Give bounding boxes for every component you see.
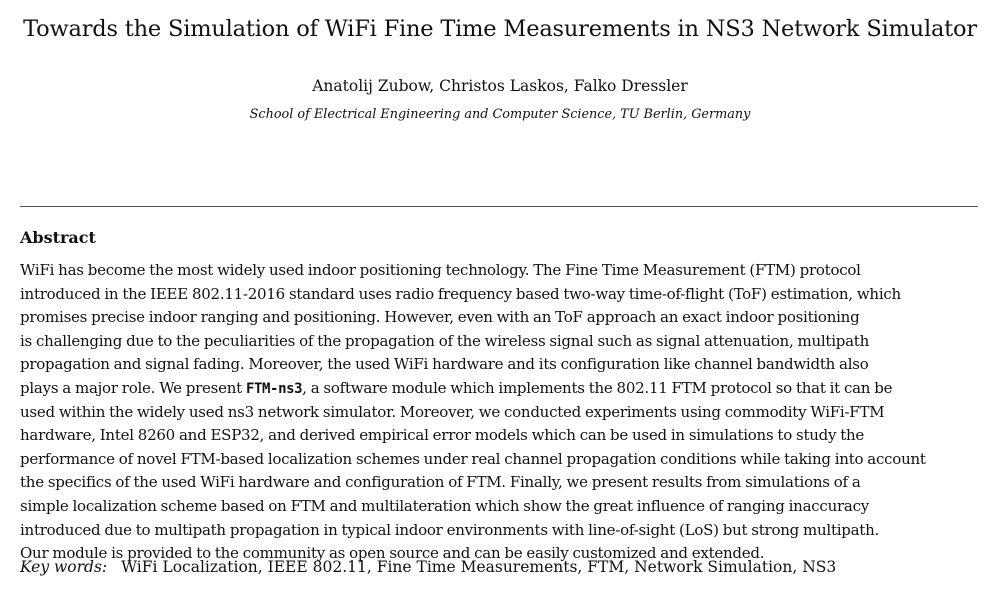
abstract-line: hardware, Intel 8260 and ESP32, and derived empirical error models which can be used in simulations to study the [20,426,865,445]
abstract-line: introduced in the IEEE 802.11-2016 standard uses radio frequency based two-way time-of-flight (ToF) estimation, which [20,284,901,303]
keywords-text: WiFi Localization, IEEE 802.11, Fine Time Measurements, FTM, Network Simulation, NS3 [121,558,837,576]
abstract-line: the specifics of the used WiFi hardware and configuration of FTM. Finally, we present results from simulations of a [20,473,861,492]
ftm-ns3-code: FTM-ns3 [245,380,303,397]
paper-title: Towards the Simulation of WiFi Fine Time Measurements in NS3 Network Simulator [23,16,977,42]
section-divider [20,206,978,207]
abstract-line: performance of novel FTM-based localization schemes under real channel propagation conditions while taking into account [20,449,926,468]
abstract-line: WiFi has become the most widely used indoor positioning technology. The Fine Time Measurement (FTM) protocol [20,261,861,279]
abstract-line: simple localization scheme based on FTM and multilateration which show the great influence of ranging inaccuracy [20,496,869,515]
abstract-text-segment: plays a major role. We present [20,378,246,397]
abstract-line: propagation and signal fading. Moreover, the used WiFi hardware and its configuration like channel bandwidth also [20,355,869,374]
abstract-line-with-code [20,377,978,401]
paper-authors: Anatolij Zubow, Christos Laskos, Falko Dressler [312,77,688,95]
abstract-line: promises precise indoor ranging and positioning. However, even with an ToF approach an exact indoor positioning [20,308,860,327]
abstract-line: used within the widely used ns3 network simulator. Moreover, we conducted experiments using commodity WiFi-FTM [20,402,885,421]
keywords [20,556,836,578]
abstract-body [20,259,978,566]
abstract-line: Our module is provided to the community as open source and can be easily customized and extended. [20,544,765,563]
abstract-heading: Abstract [20,228,96,247]
abstract-text-segment: , a software module which implements the 802.11 FTM protocol so that it can be [302,378,893,397]
abstract-line: introduced due to multipath propagation in typical indoor environments with line-of-sight (LoS) but strong multipath. [20,520,880,539]
paper-affiliation: School of Electrical Engineering and Computer Science, TU Berlin, Germany [249,107,751,122]
abstract-line: is challenging due to the peculiarities of the propagation of the wireless signal such as signal attenuation, multipath [20,331,869,350]
keywords-label: Key words: [20,558,108,576]
